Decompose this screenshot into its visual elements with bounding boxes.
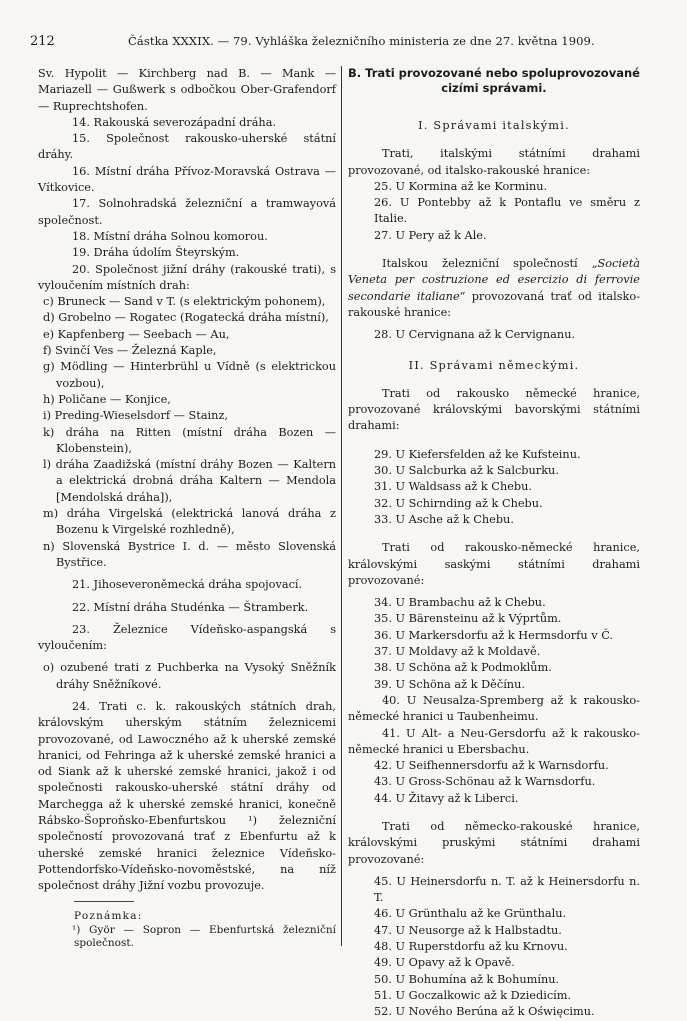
list-item: 31. U Waldsass až k Chebu. [374, 480, 533, 494]
list-item: 28. U Cervignana až k Cervignanu. [374, 328, 576, 342]
page-header [30, 34, 660, 50]
sub-item: h) Poličane — Konjice, [43, 392, 171, 406]
sub-item: c) Bruneck — Sand v T. (s elektrickým pohonem), [43, 295, 326, 309]
list-item: 16. Místní dráha Přívoz-Moravská Ostrava — Vítkovice. [38, 164, 336, 195]
paragraph: Trati od rakousko německé hranice, provozované královskými bavorskými státními drahami: [348, 386, 640, 433]
list-item: 20. Společnost jižní dráhy (rakouské trati), s vyloučením místních drah: [38, 262, 336, 292]
note-title: Poznámka: [74, 909, 143, 922]
list-item: 23. Železnice Vídeňsko-aspangská s vyloučením: [38, 622, 336, 653]
text-run: Italskou železniční společností [382, 257, 592, 271]
list-item: 37. U Moldavy až k Moldavě. [374, 645, 541, 659]
list-item: 44. U Žitavy až k Liberci. [374, 791, 519, 805]
list-item: 43. U Gross-Schönau až k Warnsdorfu. [374, 775, 596, 789]
list-item: 14. Rakouská severozápadní dráha. [72, 115, 277, 129]
list-item: 22. Místní dráha Studénka — Štramberk. [72, 600, 309, 614]
subsection-title: I. Správami italskými. [418, 119, 570, 132]
list-item: 35. U Bärensteinu až k Výprtům. [374, 612, 562, 626]
list-item: 33. U Asche až k Chebu. [374, 512, 514, 526]
sub-item: l) dráha Zaadižská (místní dráhy Bozen — Kaltern a elektrická drobná dráha Kaltern — Mendola [Mendolská dráha]), [43, 458, 336, 504]
list-item: 27. U Pery až k Ale. [374, 228, 487, 242]
right-column [348, 66, 640, 1021]
list-item: 51. U Goczalkowic až k Dziedicím. [374, 988, 572, 1002]
text-run: provozovaná trať od italsko-rakouské hranice: [348, 289, 641, 319]
sub-item: n) Slovenská Bystrice I. d. — město Slovenská Bystřice. [43, 539, 336, 569]
list-item: 46. U Grünthalu až ke Grünthalu. [374, 907, 567, 921]
list-item: 40. U Neusalza-Spremberg až k rakousko-německé hranici u Taubenheimu. [348, 693, 640, 724]
list-item: 38. U Schöna až k Podmoklům. [374, 661, 552, 675]
sub-item: g) Mödling — Hinterbrühl u Vídně (s elektrickou vozbou), [43, 360, 336, 390]
list-item: 18. Místní dráha Solnou komorou. [72, 229, 268, 243]
paragraph: Trati od rakousko-německé hranice, královskými saskými státními drahami provozované: [348, 541, 640, 587]
list-item: 17. Solnohradská železniční a tramwayová společnost. [38, 197, 336, 227]
left-intro: Sv. Hypolit — Kirchberg nad B. — Mank — Mariazell — Gußwerk s odbočkou Ober-Grafendorf — Ruprechtshofen. [38, 67, 336, 113]
running-head: Částka XXXIX. — 79. Vyhláška železničního ministeria ze dne 27. května 1909. [128, 34, 595, 48]
footnote: ¹) Györ — Sopron — Ebenfurtská železniční společnost. [72, 923, 336, 949]
left-column [38, 66, 336, 950]
footnote-rule [74, 901, 134, 902]
list-item: 42. U Seifhennersdorfu až k Warnsdorfu. [374, 759, 609, 773]
sub-item: d) Grobelno — Rogatec (Rogatecká dráha místní), [43, 311, 329, 325]
sub-item: m) dráha Virgelská (elektrická lanová dráha z Bozenu k Virgelské rozhledně), [43, 507, 336, 537]
list-item: 34. U Brambachu až k Chebu. [374, 596, 546, 610]
italic-name: „Società Veneta per costruzione ed esercizio di ferrovie secondarie italiane“ [348, 257, 640, 303]
list-item: 52. U Nového Berúna až k Oświęcimu. [374, 1005, 595, 1019]
paragraph [348, 256, 640, 321]
paragraph: Trati od německo-rakouské hranice, královskými pruskými státními drahami provozované: [348, 819, 640, 866]
sub-item: o) ozubené trati z Puchberka na Vysoký Sněžník dráhy Sněžníkové. [43, 661, 336, 691]
list-item: 47. U Neusorge až k Halbstadtu. [374, 923, 562, 937]
column-divider [341, 66, 342, 946]
list-item: 15. Společnost rakousko-uherské státní dráhy. [38, 132, 336, 162]
list-item: 50. U Bohumína až k Bohumínu. [374, 972, 560, 986]
subsection-title: II. Správami německými. [408, 358, 580, 372]
list-item: 19. Dráha údolím Šteyrským. [72, 246, 240, 260]
list-item: 25. U Kormina až ke Korminu. [374, 179, 548, 193]
list-item: 29. U Kiefersfelden až ke Kufsteinu. [374, 447, 581, 461]
paragraph: Trati, italskými státními drahami provozované, od italsko-rakouské hranice: [348, 147, 640, 177]
list-item: 49. U Opavy až k Opavě. [374, 956, 515, 970]
list-item: 24. Trati c. k. rakouských státních drah, královským uherským státním železnicemi provozované, od Lawoczného až k uherské zemské hranici, od Fehringa až k uherské zemské hranici a od Siank až k uherské zemské hranici, jakož i od společnosti rakousko-uherské státní dráhy od Marchegga až k uherské zemské hranici, konečně Rábsko-Šoproňsko-Ebenfurtskou ¹) železniční společností provozovaná trať z Ebenfurtu až k uherské zemské hranici železnice Vídeňsko-Pottendorfsko-Vídeňsko-novoměstské, na níž společnost dráhy Jižní vozbu provozuje. [38, 699, 336, 893]
page-number: 212 [30, 34, 55, 49]
sub-item: i) Preding-Wieselsdorf — Stainz, [43, 409, 228, 423]
list-item: 21. Jihoseveroněmecká dráha spojovací. [72, 578, 303, 592]
list-item: 30. U Salcburka až k Salcburku. [374, 464, 559, 478]
sub-item: k) dráha na Ritten (místní dráha Bozen — Klobenstein), [43, 425, 336, 455]
list-item: 26. U Pontebby až k Pontaflu ve směru z Italie. [374, 196, 640, 226]
sub-item: e) Kapfenberg — Seebach — Au, [43, 327, 230, 341]
list-item: 41. U Alt- a Neu-Gersdorfu až k rakousko-německé hranici u Ebersbachu. [348, 726, 640, 756]
list-item: 32. U Schirnding až k Chebu. [374, 496, 543, 510]
list-item: 39. U Schöna až k Děčínu. [374, 677, 525, 691]
section-title: B. Trati provozované nebo spoluprovozované cizími správami. [348, 66, 640, 95]
list-item: 36. U Markersdorfu až k Hermsdorfu v Č. [374, 628, 614, 642]
sub-item: f) Svinčí Ves — Železná Kaple, [43, 344, 217, 358]
list-item: 48. U Ruperstdorfu až ku Krnovu. [374, 940, 568, 954]
list-item: 45. U Heinersdorfu n. T. až k Heinersdorfu n. T. [374, 874, 640, 905]
